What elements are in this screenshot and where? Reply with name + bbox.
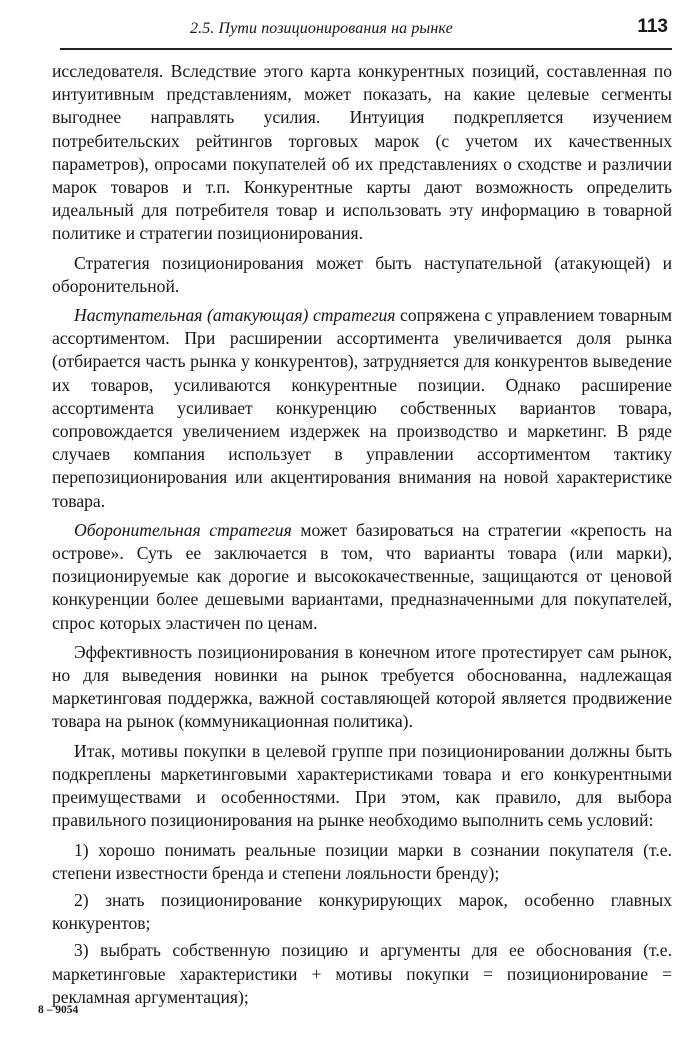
paragraph-text: исследователя. Вследствие этого карта конкурентных позиций, составленная по интуитивным представлениям, может показать, на какие целевые сегменты выгоднее направлять усилия. Интуиция подкрепляется изучением потребительских рейтингов торговых марок (с учетом их качественных параметров), опросами покупателей об их представлениях о сходстве и различии марок товаров и т.п. Конкурентные карты дают возможность определить идеальный для потребителя товар и использовать эту информацию в товарной политике и стратегии позиционирования. <box>52 61 672 244</box>
emphasized-term: Оборонительная стратегия <box>74 519 292 540</box>
paragraph <box>52 60 672 246</box>
paragraph-text: Стратегия позиционирования может быть наступательной (атакующей) и оборонительной. <box>52 252 672 296</box>
list-item <box>52 939 672 1009</box>
paragraph-text: сопряжена с управлением товарным ассортиментом. При расширении ассортимента увеличивается доля рынка (отбирается часть рынка у конкурентов), затрудняется для конкурентов выведение их товаров, усиливаются конкурентные позиции. Однако расширение ассортимента усиливает конкуренцию собственных вариантов товара, сопровождается увеличением издержек на производство и маркетинг. В ряде случаев компания использует в управлении ассортиментом тактику перепозиционирования или акцентирования внимания на новой характеристике товара. <box>52 305 672 511</box>
list-item <box>52 889 672 935</box>
paragraph <box>52 252 672 298</box>
emphasized-term: Наступательная (атакующая) стратегия <box>74 305 396 326</box>
paragraph-text: может базироваться на стратегии «крепость на острове». Суть ее заключается в том, что варианты товара (или марки), позиционируемые как дорогие и высококачественные, защищаются от ценовой конкуренции более дешевыми вариантами, предназначенными для покупателей, спрос которых эластичен по ценам. <box>52 519 673 633</box>
paragraph <box>52 304 672 513</box>
body-text <box>52 60 672 1013</box>
list-item <box>52 839 672 885</box>
paragraph-text: Итак, мотивы покупки в целевой группе при позиционировании должны быть подкреплены маркетинговыми характеристиками товара и его конкурентными преимуществами и особенностями. При этом, как правило, для выбора правильного позиционирования на рынке необходимо выполнить семь условий: <box>52 740 672 831</box>
paragraph <box>52 519 672 635</box>
paragraph <box>52 641 672 734</box>
header-rule <box>60 48 672 50</box>
running-title: 2.5. Пути позиционирования на рынке <box>190 20 453 37</box>
paragraph <box>52 740 672 833</box>
paragraph-text: Эффективность позиционирования в конечном итоге протестирует сам рынок, но для выведения новинки на рынок требуется обоснованна, надлежащая маркетинговая поддержка, важной составляющей которой является продвижение товара на рынок (коммуникационная политика). <box>52 641 672 732</box>
printer-signature: 8 – 9054 <box>38 1004 79 1016</box>
running-header <box>60 14 672 44</box>
list-item-text: 3) выбрать собственную позицию и аргументы для ее обоснования (т.е. маркетинговые характеристики + мотивы покупки = позиционирование = рекламная аргументация); <box>52 940 672 1007</box>
list-item-text: 1) хорошо понимать реальные позиции марки в сознании покупателя (т.е. степени известности бренда и степени лояльности бренду); <box>52 839 672 883</box>
list-item-text: 2) знать позиционирование конкурирующих марок, особенно главных конкурентов; <box>52 889 672 934</box>
page-number: 113 <box>637 16 668 37</box>
